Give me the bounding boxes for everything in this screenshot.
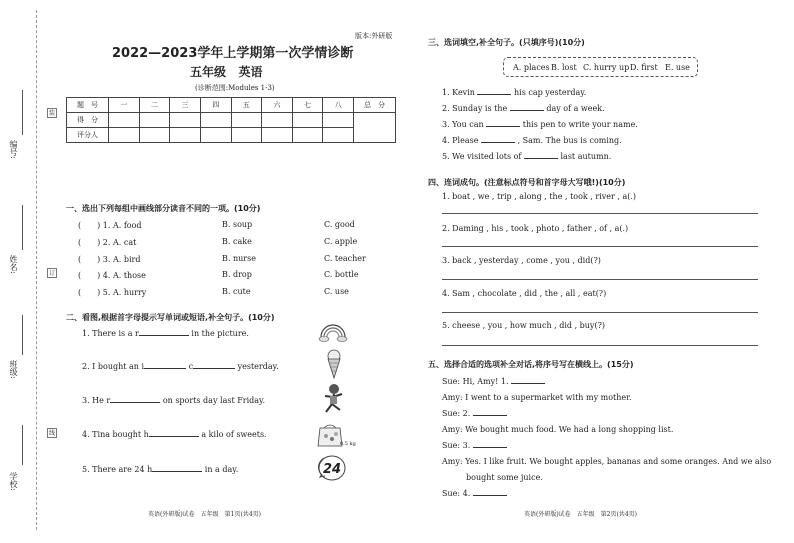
q2-5-post: in a day. bbox=[204, 465, 239, 474]
weight-label: 0.5 kg bbox=[340, 441, 356, 447]
q2-2-mid: c bbox=[188, 362, 194, 371]
score-header: 五 bbox=[231, 98, 262, 113]
option-b: B. nurse bbox=[222, 254, 256, 263]
q3-2 bbox=[442, 104, 605, 113]
dialogue-line-4: Amy: We bought much food. We had a long shopping list. bbox=[442, 425, 674, 434]
school-blank[interactable] bbox=[22, 425, 23, 465]
name-blank[interactable] bbox=[22, 205, 23, 250]
option-a: 5. A. hurry bbox=[102, 288, 147, 297]
q2-5-pre: 5. There are 24 h bbox=[82, 465, 153, 474]
q3-4 bbox=[442, 136, 622, 145]
word-option: D. first bbox=[630, 63, 658, 72]
q4-5: 5. cheese , you , how much , did , buy(?) bbox=[442, 321, 605, 330]
q3-3-pre: 3. You can bbox=[442, 120, 484, 129]
answer-paren[interactable]: ( ) bbox=[78, 221, 101, 230]
scope-text: (诊断范围:Modules 1-3) bbox=[195, 84, 275, 92]
binding-mark-1: 装 bbox=[48, 110, 55, 117]
option-a: 4. A. those bbox=[102, 271, 146, 280]
score-cell[interactable] bbox=[262, 113, 293, 128]
grader-cell[interactable] bbox=[139, 128, 170, 143]
dialogue-line-5 bbox=[442, 441, 507, 450]
dialogue-line-3 bbox=[442, 409, 507, 418]
word-option: C. hurry up bbox=[583, 63, 630, 72]
dialogue-line-2: Amy: I went to a supermarket with my mother. bbox=[442, 393, 632, 402]
q3-4-post: , Sam. The bus is coming. bbox=[517, 136, 622, 145]
q3-5-post: last autumn. bbox=[560, 152, 612, 161]
q4-2-answer-line[interactable] bbox=[442, 246, 758, 247]
clock-number: 24 bbox=[322, 462, 342, 477]
q1-5 bbox=[78, 287, 378, 298]
binding-mark-2: 订 bbox=[48, 270, 55, 277]
q3-5-blank[interactable] bbox=[524, 158, 558, 159]
score-cell[interactable] bbox=[323, 113, 354, 128]
dialogue-text: Sue: 2. bbox=[442, 409, 471, 418]
q2-2-pre: 2. I bought an i bbox=[82, 362, 145, 371]
score-table bbox=[66, 97, 396, 143]
grader-cell[interactable] bbox=[262, 128, 293, 143]
q3-2-blank[interactable] bbox=[510, 110, 544, 111]
option-c: C. bottle bbox=[324, 270, 359, 279]
q2-4-post: a kilo of sweets. bbox=[201, 430, 267, 439]
binding-mark-3: 线 bbox=[48, 430, 55, 437]
score-row-label: 得 分 bbox=[67, 113, 109, 128]
q2-1 bbox=[82, 329, 249, 338]
q3-1-blank[interactable] bbox=[477, 94, 511, 95]
dialogue-line-6: Amy: Yes. I like fruit. We bought apples, bananas and some oranges. And we also bbox=[442, 457, 772, 466]
q3-1-pre: 1. Kevin bbox=[442, 88, 475, 97]
q4-4: 4. Sam , chocolate , did , the , all , eat(?) bbox=[442, 289, 607, 298]
number-blank[interactable] bbox=[22, 90, 23, 135]
grader-cell[interactable] bbox=[170, 128, 201, 143]
option-b: B. drop bbox=[222, 270, 252, 279]
q2-2-blank-2[interactable] bbox=[193, 368, 235, 369]
grader-cell[interactable] bbox=[231, 128, 262, 143]
option-b: B. cake bbox=[222, 237, 252, 246]
answer-paren[interactable]: ( ) bbox=[78, 255, 101, 264]
class-label: 班级: bbox=[9, 360, 18, 379]
q4-2: 2. Daming , his , took , photo , father , of , a(.) bbox=[442, 224, 629, 233]
page-title: 2022—2023学年上学期第一次学情诊断 bbox=[112, 46, 354, 61]
dialogue-text: Sue: Hi, Amy! 1. bbox=[442, 377, 509, 386]
ice-cream-icon bbox=[320, 348, 348, 380]
word-option: A. places bbox=[513, 63, 550, 72]
dialogue-line-8 bbox=[442, 489, 507, 498]
option-c: C. use bbox=[324, 287, 349, 296]
score-header: 一 bbox=[109, 98, 140, 113]
q3-4-pre: 4. Please bbox=[442, 136, 479, 145]
grader-cell[interactable] bbox=[292, 128, 323, 143]
score-header: 总 分 bbox=[354, 98, 396, 113]
footer-left: 英语(外研版)试卷 五年级 第1页(共4页) bbox=[148, 511, 261, 518]
q1-1 bbox=[78, 220, 378, 231]
rainbow-icon bbox=[318, 315, 348, 345]
dialogue-line-7: bought some juice. bbox=[466, 473, 543, 482]
option-b: B. soup bbox=[222, 220, 253, 229]
q3-5 bbox=[442, 152, 611, 161]
q1-4 bbox=[78, 270, 378, 281]
footer-right: 英语(外研版)试卷 五年级 第2页(共4页) bbox=[524, 511, 637, 518]
q3-5-pre: 5. We visited lots of bbox=[442, 152, 522, 161]
option-a: 2. A. cat bbox=[102, 238, 137, 247]
score-cell[interactable] bbox=[139, 113, 170, 128]
score-cell[interactable] bbox=[200, 113, 231, 128]
q2-4 bbox=[82, 430, 267, 439]
q2-4-pre: 4. Tina bought h bbox=[82, 430, 149, 439]
option-b: B. cute bbox=[222, 287, 251, 296]
q3-3-post: this pen to write your name. bbox=[522, 120, 638, 129]
q3-1 bbox=[442, 88, 586, 97]
q3-1-post: his cap yesterday. bbox=[514, 88, 587, 97]
q2-2-post: yesterday. bbox=[237, 362, 279, 371]
grader-cell[interactable] bbox=[109, 128, 140, 143]
word-option: E. use bbox=[665, 63, 690, 72]
section4-title: 四、连词成句。(注意标点符号和首字母大写哦!)(10分) bbox=[428, 178, 626, 187]
q2-5-blank[interactable] bbox=[152, 471, 202, 472]
q2-1-blank[interactable] bbox=[139, 335, 189, 336]
word-option: B. lost bbox=[551, 63, 577, 72]
page-subtitle: 五年级 英语 bbox=[190, 65, 263, 79]
score-cell[interactable] bbox=[292, 113, 323, 128]
option-c: C. teacher bbox=[324, 254, 366, 263]
score-row-label: 评分人 bbox=[67, 128, 109, 143]
dialogue-blank-4[interactable] bbox=[473, 495, 507, 496]
q4-3: 3. back , yesterday , come , you , did(?) bbox=[442, 256, 601, 265]
class-blank[interactable] bbox=[22, 315, 23, 355]
running-boy-icon bbox=[316, 382, 350, 416]
section3-title: 三、选词填空,补全句子。(只填序号)(10分) bbox=[428, 38, 585, 47]
score-cell[interactable] bbox=[109, 113, 140, 128]
school-label: 学校: bbox=[9, 472, 18, 491]
q1-2 bbox=[78, 237, 378, 248]
score-header: 七 bbox=[292, 98, 323, 113]
q2-1-post: in the picture. bbox=[191, 329, 249, 338]
q4-1-answer-line[interactable] bbox=[442, 213, 758, 214]
answer-paren[interactable]: ( ) bbox=[78, 271, 101, 280]
version-label: 版本:外研版 bbox=[355, 32, 393, 40]
dialogue-line-1 bbox=[442, 377, 545, 386]
score-cell[interactable] bbox=[170, 113, 201, 128]
q3-2-pre: 2. Sunday is the bbox=[442, 104, 508, 113]
name-label: 姓名: bbox=[9, 255, 18, 274]
dialogue-text: Sue: 3. bbox=[442, 441, 471, 450]
section2-title: 二、看图,根据首字母提示写单词或短语,补全句子。(10分) bbox=[66, 313, 275, 322]
q3-4-blank[interactable] bbox=[481, 142, 515, 143]
option-c: C. good bbox=[324, 220, 355, 229]
q4-5-answer-line[interactable] bbox=[442, 345, 758, 346]
q2-2 bbox=[82, 362, 279, 371]
section5-title: 五、选择合适的选项补全对话,将序号写在横线上。(15分) bbox=[428, 360, 634, 369]
q2-4-blank[interactable] bbox=[149, 436, 199, 437]
score-header: 二 bbox=[139, 98, 170, 113]
score-cell[interactable] bbox=[231, 113, 262, 128]
binding-line bbox=[36, 10, 37, 530]
q4-1: 1. boat , we , trip , along , the , took , river , a(.) bbox=[442, 192, 637, 201]
option-a: 1. A. food bbox=[102, 221, 142, 230]
q2-1-pre: 1. There is a r bbox=[82, 329, 139, 338]
dialogue-text: Sue: 4. bbox=[442, 489, 471, 498]
option-c: C. apple bbox=[324, 237, 358, 246]
q1-3 bbox=[78, 254, 378, 265]
q2-3-blank[interactable] bbox=[110, 402, 160, 403]
score-total-cell[interactable] bbox=[354, 113, 396, 143]
answer-paren[interactable]: ( ) bbox=[78, 288, 101, 297]
q2-2-blank-1[interactable] bbox=[144, 368, 186, 369]
score-header: 题 号 bbox=[67, 98, 109, 113]
grader-cell[interactable] bbox=[323, 128, 354, 143]
score-header: 四 bbox=[200, 98, 231, 113]
grader-cell[interactable] bbox=[200, 128, 231, 143]
score-header: 八 bbox=[323, 98, 354, 113]
q3-2-post: day of a week. bbox=[546, 104, 605, 113]
answer-paren[interactable]: ( ) bbox=[78, 238, 101, 247]
section1-title: 一、选出下列每组中画线部分读音不同的一项。(10分) bbox=[66, 204, 261, 213]
q4-4-answer-line[interactable] bbox=[442, 312, 758, 313]
dialogue-blank-1[interactable] bbox=[511, 383, 545, 384]
q2-3-post: on sports day last Friday. bbox=[162, 396, 266, 405]
q4-3-answer-line[interactable] bbox=[442, 279, 758, 280]
q2-3-pre: 3. He r bbox=[82, 396, 111, 405]
q3-3-blank[interactable] bbox=[486, 126, 520, 127]
dialogue-blank-2[interactable] bbox=[473, 415, 507, 416]
number-label: 编号: bbox=[9, 140, 18, 159]
dialogue-blank-3[interactable] bbox=[473, 447, 507, 448]
q2-3 bbox=[82, 396, 265, 405]
q3-3 bbox=[442, 120, 638, 129]
score-header: 六 bbox=[262, 98, 293, 113]
q2-5 bbox=[82, 465, 238, 474]
score-header: 三 bbox=[170, 98, 201, 113]
clock-24-icon bbox=[317, 454, 347, 482]
option-a: 3. A. bird bbox=[102, 255, 141, 264]
